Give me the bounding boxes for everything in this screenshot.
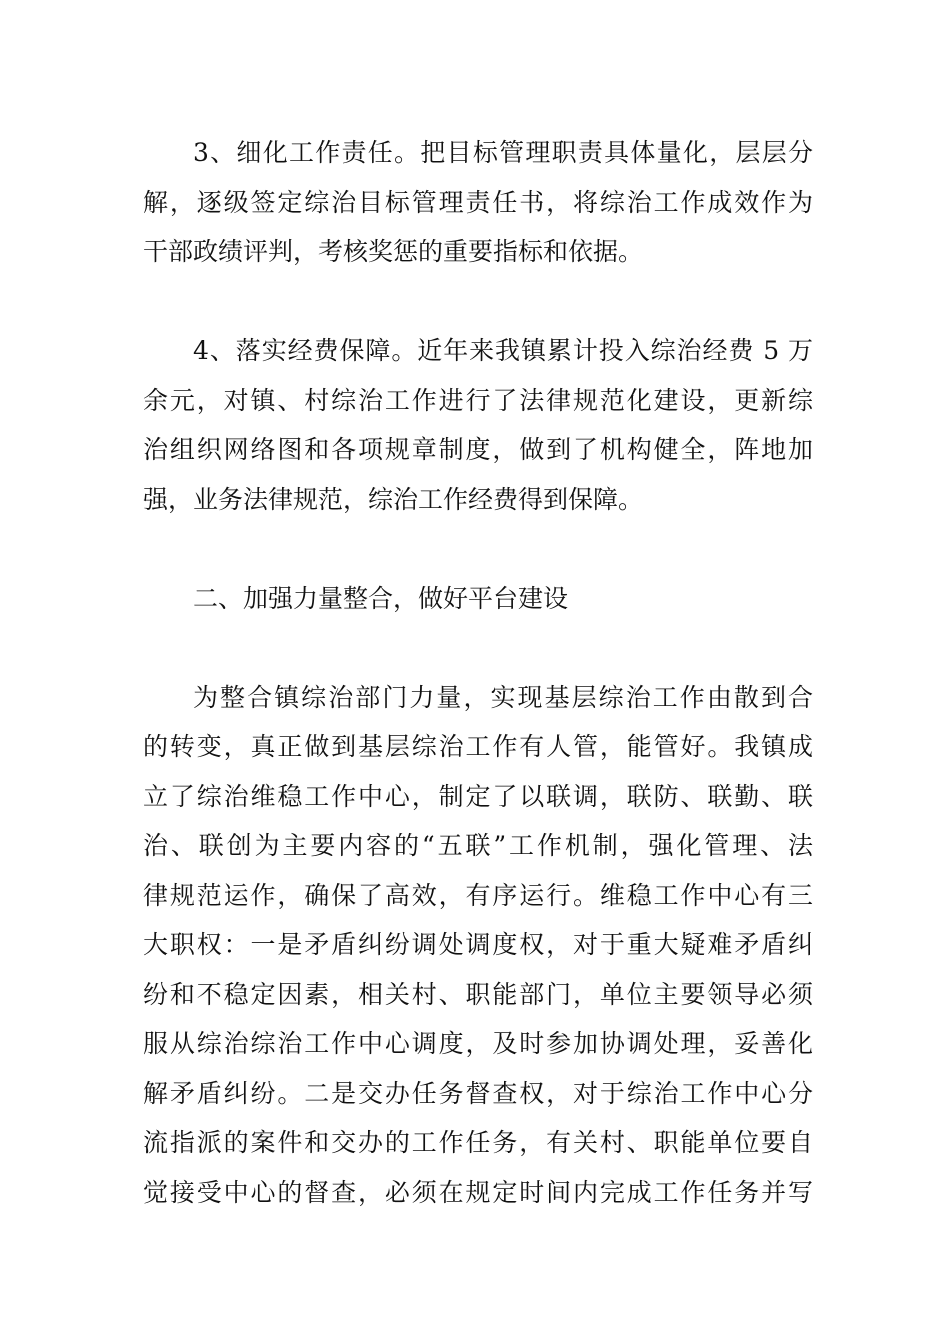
paragraph-spacer: [143, 277, 813, 327]
document-page: [143, 128, 813, 1217]
paragraph-spacer: [143, 524, 813, 574]
text-line: 解，逐级签定综治目标管理责任书，将综治工作成效作为: [143, 187, 813, 217]
text-line: 为整合镇综治部门力量，实现基层综治工作由散到合: [193, 682, 813, 712]
text-line: 流指派的案件和交办的工作任务，有关村、职能单位要自: [143, 1128, 813, 1157]
paragraph-4: [143, 326, 813, 524]
text-line: 强，业务法律规范，综治工作经费得到保障。: [143, 484, 644, 514]
text-line: 觉接受中心的督查，必须在规定时间内完成工作任务并写: [143, 1177, 813, 1207]
text-line: 律规范运作，确保了高效，有序运行。维稳工作中心有三: [143, 880, 813, 910]
text-line: 治组织网络图和各项规章制度，做到了机构健全，阵地加: [143, 435, 813, 464]
text-line: 服从综治综治工作中心调度，及时参加协调处理，妥善化: [143, 1029, 813, 1058]
section-heading: [143, 574, 813, 624]
text-line: 的转变，真正做到基层综治工作有人管，能管好。我镇成: [143, 732, 813, 761]
text-line: 大职权：一是矛盾纠纷调处调度权，对于重大疑难矛盾纠: [143, 930, 813, 959]
text-line: 立了综治维稳工作中心，制定了以联调，联防、联勤、联: [143, 781, 813, 811]
heading-line: 二、加强力量整合，做好平台建设: [193, 583, 569, 613]
text-line: 余元，对镇、村综治工作进行了法律规范化建设，更新综: [143, 385, 813, 415]
text-line: 纷和不稳定因素，相关村、职能部门，单位主要领导必须: [143, 979, 813, 1009]
text-line: 3、细化工作责任。把目标管理职责具体量化，层层分: [193, 138, 813, 167]
paragraph-3: [143, 128, 813, 277]
text-line: 4、落实经费保障。近年来我镇累计投入综治经费 5 万: [193, 336, 813, 365]
paragraph-spacer: [143, 623, 813, 673]
paragraph-5: [143, 673, 813, 1218]
text-line: 干部政绩评判，考核奖惩的重要指标和依据。: [143, 237, 644, 266]
text-line: 治、联创为主要内容的“五联”工作机制，强化管理、法: [143, 831, 813, 860]
text-line: 解矛盾纠纷。二是交办任务督查权，对于综治工作中心分: [143, 1078, 813, 1108]
